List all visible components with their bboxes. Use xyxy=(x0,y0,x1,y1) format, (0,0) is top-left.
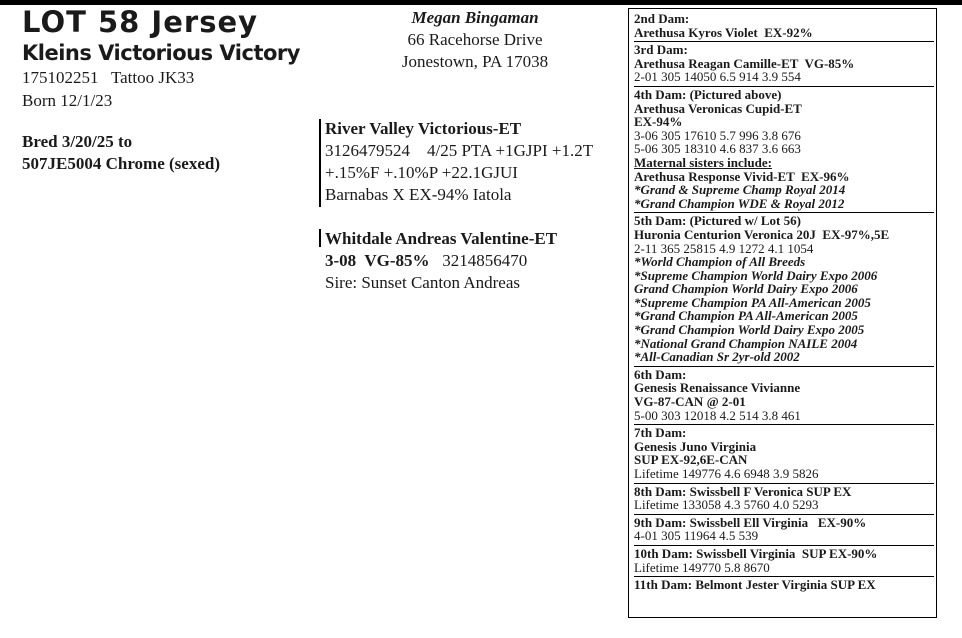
owner-name: Megan Bingaman xyxy=(411,8,539,27)
section-heading: 7th Dam: xyxy=(634,425,687,441)
maternal-sisters-heading: Maternal sisters include: xyxy=(634,154,772,170)
section-heading: 2nd Dam: xyxy=(634,11,690,26)
honor-line: *Grand & Supreme Champ Royal 2014 xyxy=(634,182,846,198)
dam-name: 10th Dam: Swissbell Virginia SUP EX-90% xyxy=(634,545,878,561)
dam-name: 9th Dam: Swissbell Ell Virginia EX-90% xyxy=(634,514,867,530)
registration-line: 175102251 Tattoo JK33 xyxy=(22,68,195,87)
pedigree-4th-dam xyxy=(634,87,934,213)
honor-line: Grand Champion World Dairy Expo 2006 xyxy=(634,281,858,297)
bred-date: Bred 3/20/25 to xyxy=(22,132,133,151)
honor-line: *National Grand Champion NAILE 2004 xyxy=(634,335,858,351)
pedigree-9th-dam xyxy=(634,515,934,546)
section-heading: 5th Dam: (Pictured w/ Lot 56) xyxy=(634,213,801,229)
dam-name: Huronia Centurion Veronica 20J EX-97%,5E xyxy=(634,226,890,242)
dam-score: 3-08 VG-85% xyxy=(325,251,430,270)
honor-line: *Grand Champion WDE & Royal 2012 xyxy=(634,195,845,211)
classification: SUP EX-92,6E-CAN xyxy=(634,452,748,468)
dam-name: Arethusa Kyros Violet EX-92% xyxy=(634,24,813,40)
pedigree-10th-dam xyxy=(634,546,934,577)
record-line: 4-01 305 11964 4.5 539 xyxy=(634,528,759,544)
dam-name: Genesis Renaissance Vivianne xyxy=(634,380,801,396)
dam-name: Arethusa Reagan Camille-ET VG-85% xyxy=(634,55,855,71)
classification: EX-94% xyxy=(634,114,683,130)
honor-line: *Supreme Champion World Dairy Expo 2006 xyxy=(634,267,878,283)
sire-parents: Barnabas X EX-94% Iatola xyxy=(325,185,512,204)
honor-line: *All-Canadian Sr 2yr-old 2002 xyxy=(634,349,800,365)
record-line: Lifetime 149776 4.6 6948 3.9 5826 xyxy=(634,466,819,481)
record-line: 2-01 305 14050 6.5 914 3.9 554 xyxy=(634,69,801,85)
honor-line: *Grand Champion World Dairy Expo 2005 xyxy=(634,322,865,338)
record-line: 5-00 303 12018 4.2 514 3.8 461 xyxy=(634,407,801,423)
dam-reg: 3214856470 xyxy=(429,251,528,270)
honor-line: *Grand Champion PA All-American 2005 xyxy=(634,308,858,324)
pedigree-3rd-dam xyxy=(634,42,934,87)
dam-name: Genesis Juno Virginia xyxy=(634,438,757,454)
owner-city: Jonestown, PA 17038 xyxy=(401,52,549,71)
owner-block xyxy=(380,7,570,73)
dam-bracket-line xyxy=(319,229,321,247)
record-line: 5-06 305 18310 4.6 837 3.6 663 xyxy=(634,141,801,157)
honor-line: *World Champion of All Breeds xyxy=(634,254,806,270)
record-line: 3-06 305 17610 5.7 996 3.8 676 xyxy=(634,127,801,143)
dam-name: Whitdale Andreas Valentine-ET xyxy=(325,229,558,248)
breeding-info xyxy=(22,131,220,175)
pedigree-7th-dam xyxy=(634,425,934,483)
dam-name: 8th Dam: Swissbell F Veronica SUP EX xyxy=(634,483,852,499)
sire-components: +.15%F +.10%P +22.1GJUI xyxy=(325,163,518,182)
birth-date: Born 12/1/23 xyxy=(22,91,113,110)
dam-name: Arethusa Veronicas Cupid-ET xyxy=(634,100,802,116)
sire-block xyxy=(325,118,593,206)
sister-name: Arethusa Response Vivid-ET EX-96% xyxy=(634,168,850,184)
sire-name: River Valley Victorious-ET xyxy=(325,119,522,138)
dam-block xyxy=(325,228,557,294)
animal-name: Kleins Victorious Victory xyxy=(22,41,300,65)
section-heading: 3rd Dam: xyxy=(634,42,688,58)
record-line: Lifetime 133058 4.3 5760 4.0 5293 xyxy=(634,497,819,513)
owner-address: 66 Racehorse Drive xyxy=(407,30,543,49)
pedigree-6th-dam xyxy=(634,367,934,425)
dam-name: 11th Dam: Belmont Jester Virginia SUP EX xyxy=(634,577,876,593)
section-heading: 6th Dam: xyxy=(634,366,687,382)
classification: VG-87-CAN @ 2-01 xyxy=(634,394,746,410)
section-heading: 4th Dam: (Pictured above) xyxy=(634,86,782,102)
bred-sire: 507JE5004 Chrome (sexed) xyxy=(22,154,220,173)
record-line: Lifetime 149770 5.8 8670 xyxy=(634,559,770,575)
dam-sire: Sire: Sunset Canton Andreas xyxy=(325,273,521,292)
honor-line: *Supreme Champion PA All-American 2005 xyxy=(634,294,871,310)
sire-bracket-line xyxy=(319,119,321,207)
pedigree-8th-dam xyxy=(634,484,934,515)
sire-proof: 3126479524 4/25 PTA +1GJPI +1.2T xyxy=(325,141,594,160)
pedigree-5th-dam xyxy=(634,213,934,367)
pedigree-list xyxy=(634,11,934,594)
pedigree-2nd-dam xyxy=(634,11,934,42)
record-line: 2-11 365 25815 4.9 1272 4.1 1054 xyxy=(634,240,814,256)
lot-title: LOT 58 Jersey xyxy=(22,5,259,39)
pedigree-11th-dam xyxy=(634,577,934,594)
dam-score-line xyxy=(325,250,557,272)
